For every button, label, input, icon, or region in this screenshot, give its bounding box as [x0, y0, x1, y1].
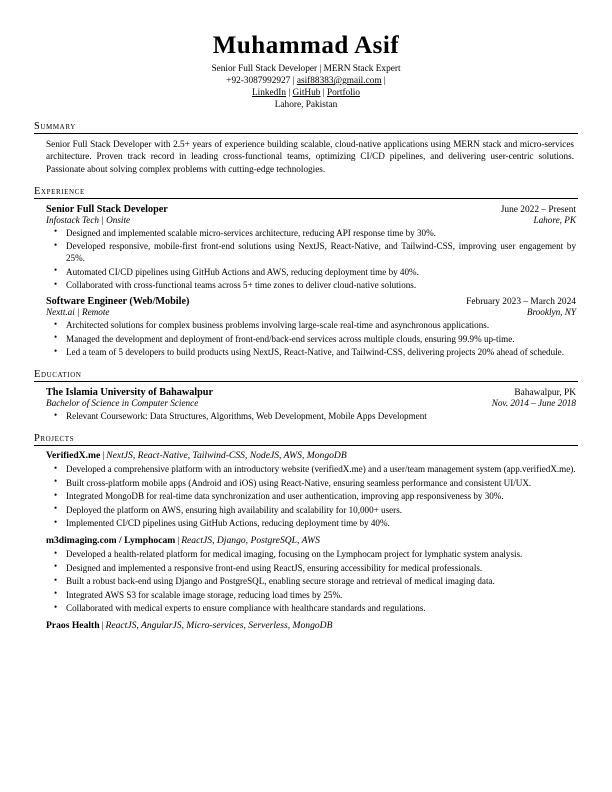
job-title: Senior Full Stack Developer — [46, 203, 168, 215]
job-bullets — [46, 319, 576, 358]
job-title: Software Engineer (Web/Mobile) — [46, 296, 190, 308]
degree-name: Bachelor of Science in Computer Science — [46, 398, 199, 409]
header-location: Lahore, Pakistan — [274, 100, 338, 110]
summary-text: Senior Full Stack Developer with 2.5+ years of experience building scalable, cloud-native applications using MERN stack and micro-services architecture. Proven track record in leading cross-functional teams, optimizing CI/CD pipelines, and delivering user-centric solutions. Passionate about solving complex problems with cutting-edge technologies. — [46, 139, 574, 174]
section-title-education: Education — [34, 369, 578, 382]
school-name: The Islamia University of Bahawalpur — [46, 387, 213, 399]
portfolio-link[interactable]: Portfolio — [326, 88, 361, 98]
education-list — [46, 387, 576, 422]
link-separator-1: | — [288, 88, 291, 98]
list-item: • Managed the development and deployment of front-end/back-end services across multiple clouds, ensuring 99.9% up-time. — [64, 333, 576, 345]
list-item: • Built a robust back-end using Django and PostgreSQL, enabling secure storage and retrieval of medical imaging data. — [64, 575, 576, 587]
list-item: • Automated CI/CD pipelines using GitHub Actions and AWS, reducing deployment time by 40%. — [64, 266, 576, 278]
job-dates: June 2022 – Present — [500, 204, 576, 215]
job-bullets — [46, 227, 576, 292]
phone-text: +92-3087992927 — [226, 76, 291, 86]
header-subtitle: Senior Full Stack Developer | MERN Stack Expert — [211, 64, 401, 74]
list-item: • Designed and implemented scalable micro-services architecture, reducing API response time by 30%. — [64, 227, 576, 239]
job-company: Infostack Tech | Onsite — [46, 214, 131, 225]
contact-separator-2: | — [383, 76, 386, 86]
link-separator-2: | — [322, 88, 325, 98]
email-link[interactable]: asif88383@gmail.com — [296, 76, 382, 86]
project-name: VerifiedX.me — [46, 450, 101, 462]
project-bullets — [46, 548, 576, 614]
experience-entry — [46, 296, 576, 358]
resume-header — [34, 32, 578, 110]
entry-header-row — [46, 387, 576, 398]
contact-separator-1: | — [292, 76, 295, 86]
entry-header-row — [46, 204, 576, 215]
linkedin-link[interactable]: LinkedIn — [251, 88, 287, 98]
project-header — [46, 450, 576, 461]
list-item: • Integrated AWS S3 for scalable image storage, reducing load times by 25%. — [64, 589, 576, 601]
experience-entry — [46, 204, 576, 292]
education-entry — [46, 387, 576, 422]
experience-list — [46, 204, 576, 359]
project-stack: NextJS, React-Native, Tailwind-CSS, NodeJS, AWS, MongoDB — [106, 450, 347, 462]
project-stack: ReactJS, AngularJS, Micro-services, Serverless, MongoDB — [105, 620, 333, 632]
entry-subheader-row — [46, 215, 576, 225]
projects-list — [46, 450, 576, 631]
project-header — [46, 620, 576, 631]
list-item: • Led a team of 5 developers to build products using NextJS, React-Native, and Tailwind-CSS, delivering projects 20% ahead of schedule. — [64, 346, 576, 358]
list-item: • Developed a health-related platform for medical imaging, focusing on the Lymphocam project for lymphatic system analysis. — [64, 548, 576, 560]
contact-line — [34, 76, 578, 86]
project-entry — [46, 620, 576, 631]
links-line — [34, 88, 578, 98]
job-company: Nextt.ai | Remote — [46, 307, 110, 318]
section-experience — [34, 186, 578, 359]
project-bullets — [46, 463, 576, 529]
project-separator: | — [102, 450, 105, 462]
github-link[interactable]: GitHub — [292, 88, 321, 98]
project-name: Praos Health — [46, 620, 100, 632]
list-item: • Designed and implemented a responsive front-end using ReactJS, ensuring accessibility for medical professionals. — [64, 562, 576, 574]
entry-header-row — [46, 296, 576, 307]
list-item: • Developed responsive, mobile-first front-end solutions using NextJS, React-Native, and Tailwind-CSS, improving user engagement by 25%. — [64, 240, 576, 264]
list-item: • Integrated MongoDB for real-time data synchronization and user authentication, improving app responsiveness by 30%. — [64, 490, 576, 502]
job-dates: February 2023 – March 2024 — [466, 297, 576, 308]
list-item: • Implemented CI/CD pipelines using GitHub Actions, reducing deployment time by 40%. — [64, 517, 576, 529]
section-title-experience: Experience — [34, 186, 578, 199]
project-header — [46, 535, 576, 546]
section-title-summary: Summary — [34, 121, 578, 134]
school-location: Bahawalpur, PK — [514, 388, 576, 399]
project-stack: ReactJS, Django, PostgreSQL, AWS — [181, 535, 320, 547]
list-item: • Collaborated with medical experts to ensure compliance with healthcare standards and regulations. — [64, 602, 576, 614]
job-location: Lahore, PK — [533, 214, 576, 225]
section-title-projects: Projects — [34, 433, 578, 446]
degree-dates: Nov. 2014 – June 2018 — [491, 398, 576, 409]
list-item: • Built cross-platform mobile apps (Android and iOS) using React-Native, ensuring seamless performance and consistent UI/UX. — [64, 477, 576, 489]
project-entry — [46, 535, 576, 614]
project-entry — [46, 450, 576, 529]
entry-subheader-row — [46, 307, 576, 317]
project-separator: | — [177, 535, 180, 547]
project-separator: | — [101, 620, 104, 632]
project-name: m3dimaging.com / Lymphocam — [46, 535, 176, 547]
education-bullets — [46, 410, 576, 422]
job-location: Brooklyn, NY — [526, 307, 576, 318]
section-education — [34, 369, 578, 422]
list-item: • Relevant Coursework: Data Structures, Algorithms, Web Development, Mobile Apps Development — [64, 410, 576, 422]
list-item: • Developed a comprehensive platform with an introductory website (verifiedX.me) and a user/team management system (app.verifiedX.me). — [64, 463, 576, 475]
list-item: • Architected solutions for complex business problems involving large-scale real-time and asynchronous applications. — [64, 319, 576, 331]
section-projects — [34, 433, 578, 631]
page-title: Muhammad Asif — [212, 32, 400, 59]
list-item: • Collaborated with cross-functional teams across 5+ time zones to deliver cloud-native solutions. — [64, 279, 576, 291]
list-item: • Deployed the platform on AWS, ensuring high availability and scalability for 10,000+ users. — [64, 504, 576, 516]
section-summary — [34, 121, 578, 175]
entry-subheader-row — [46, 398, 576, 408]
